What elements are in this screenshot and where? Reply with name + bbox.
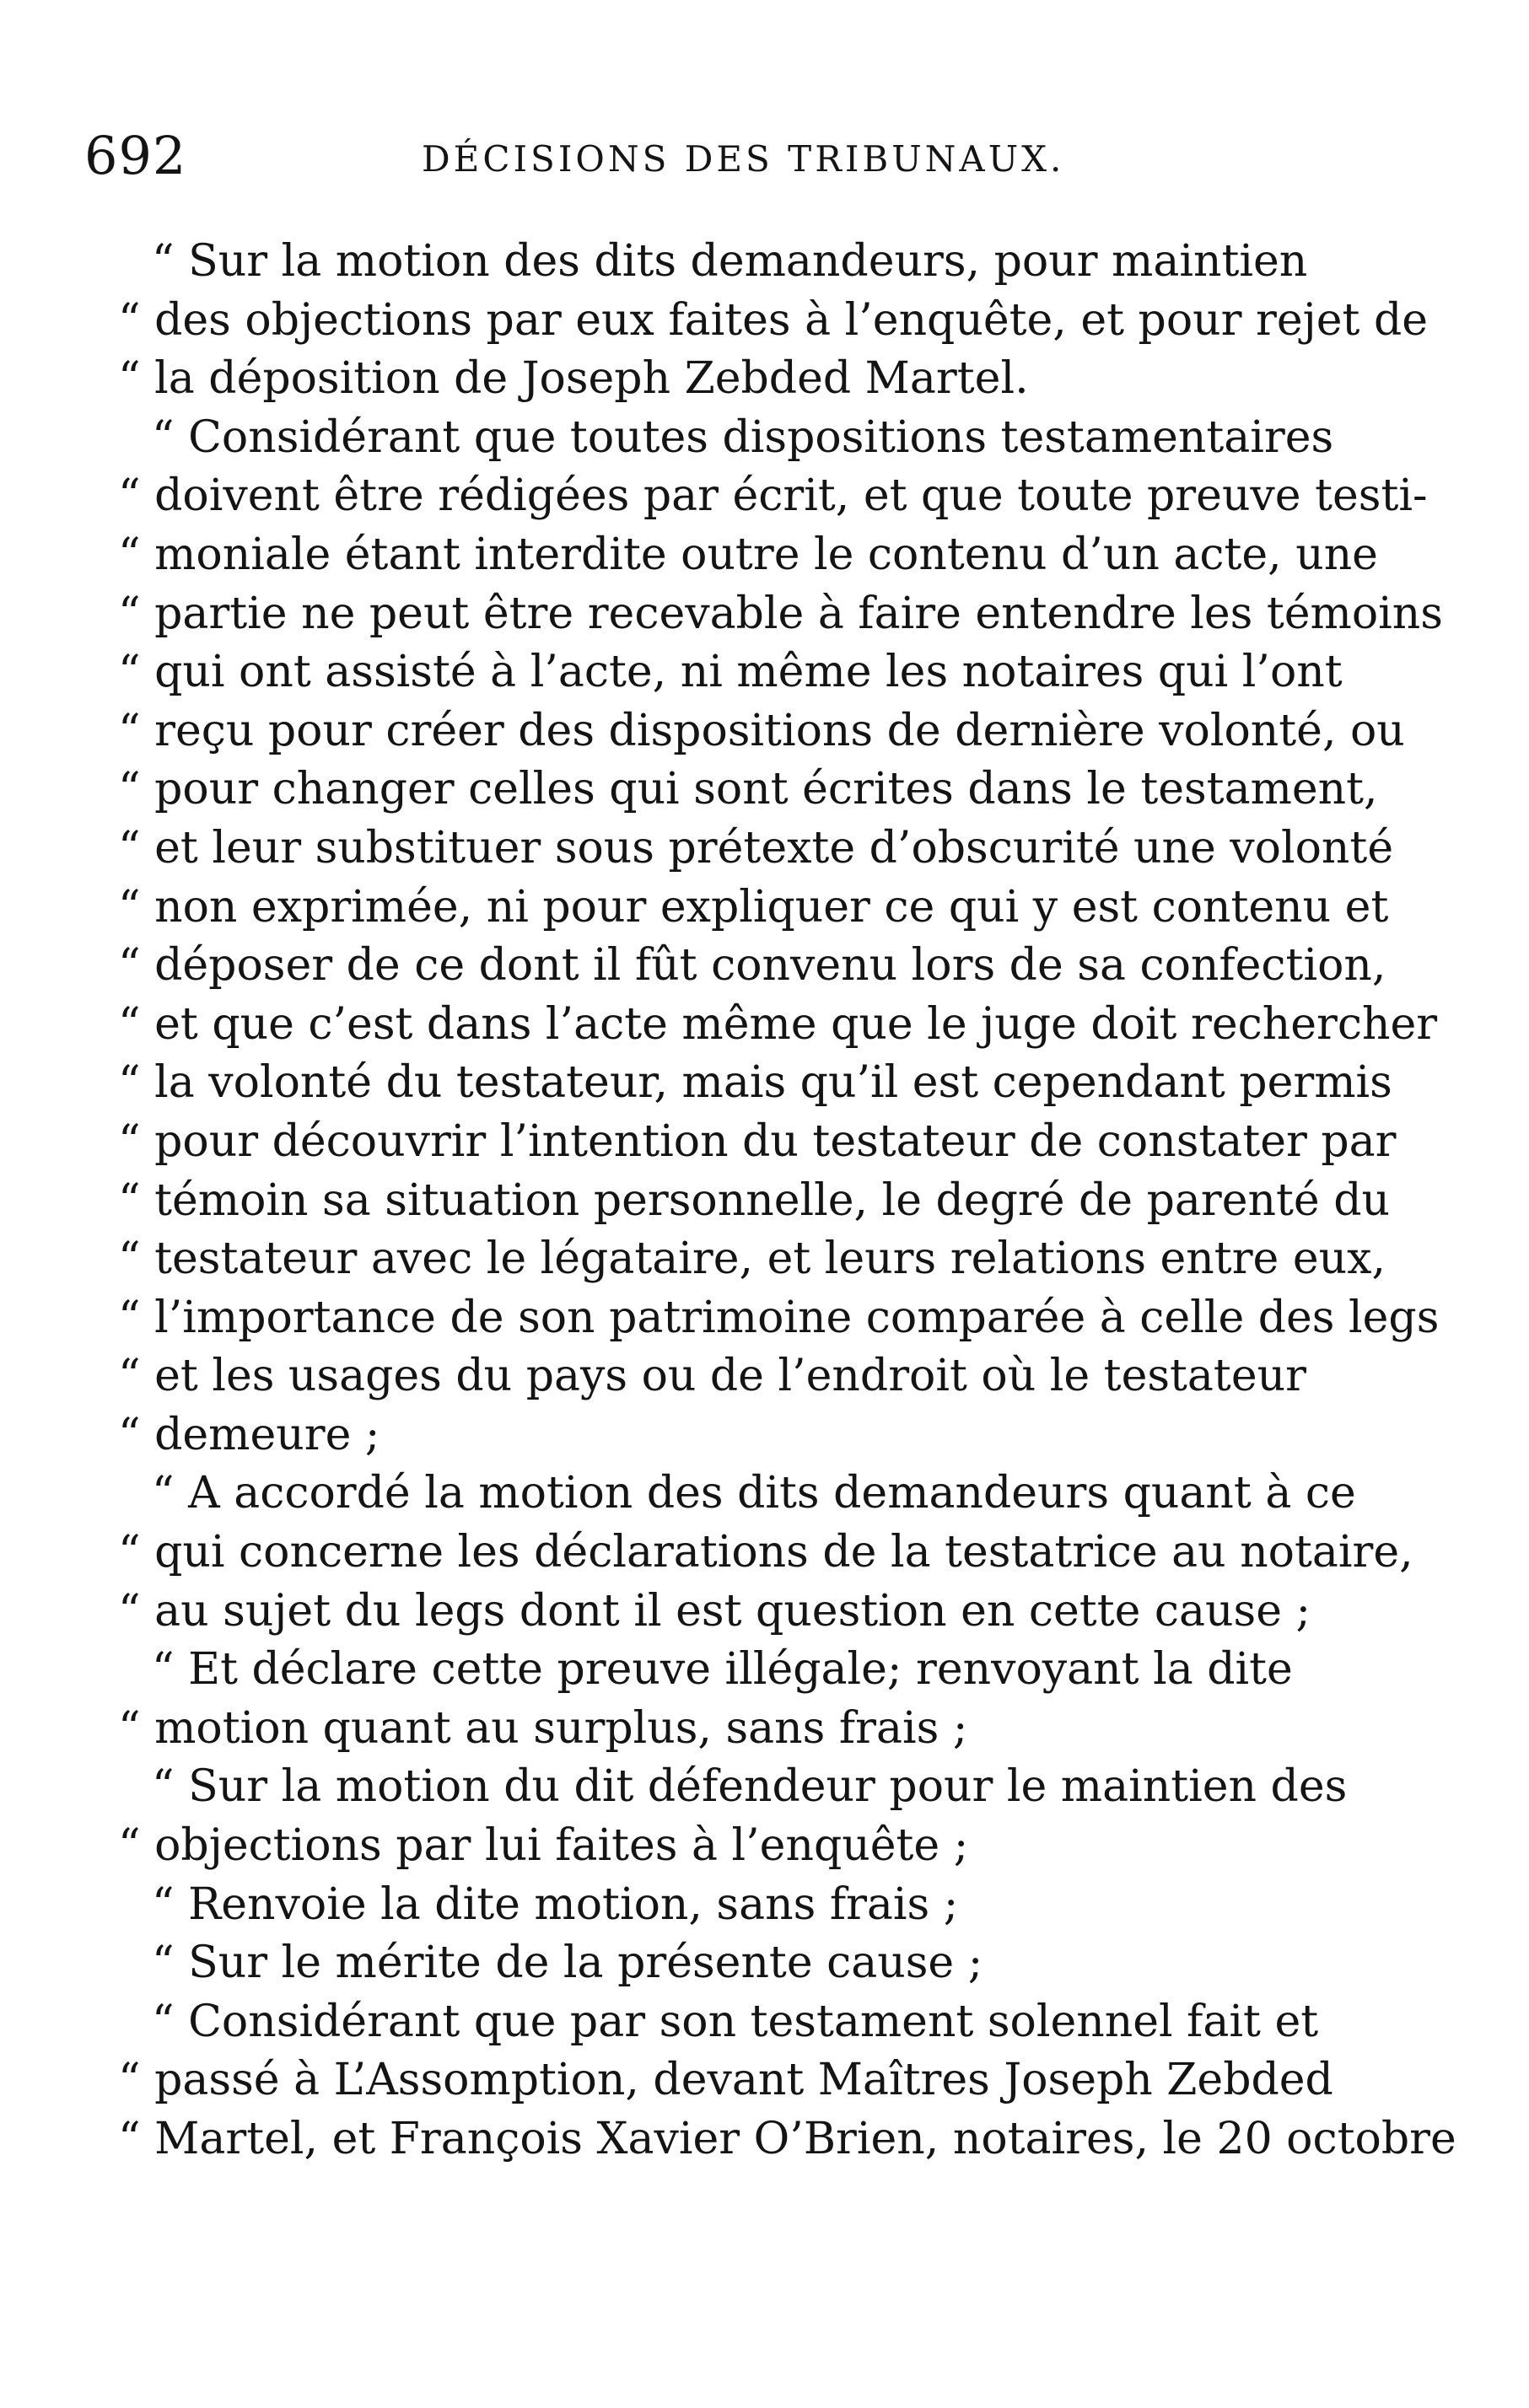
text-line: “ partie ne peut être recevable à faire entendre les témoins [118,588,1443,639]
text-line: “ qui concerne les déclarations de la testatrice au notaire, [118,1527,1413,1578]
text-line: “ des objections par eux faites à l’enquête, et pour rejet de [118,294,1429,346]
text-line: “ passé à L’Assomption, devant Maîtres Joseph Zebded [118,2055,1333,2106]
text-line: “ A accordé la motion des dits demandeurs quant à ce [152,1468,1356,1519]
text-line: “ qui ont assisté à l’acte, ni même les notaires qui l’ont [118,647,1343,698]
text-line: “ non exprimée, ni pour expliquer ce qui y est contenu et [118,881,1389,933]
text-line: “ la déposition de Joseph Zebded Martel. [118,353,1029,405]
text-line: “ et leur substituer sous prétexte d’obscurité une volonté [118,822,1394,873]
text-line: “ Renvoie la dite motion, sans frais ; [152,1879,959,1930]
text-line: “ doivent être rédigées par écrit, et que toute preuve testi- [118,470,1428,522]
text-line: “ demeure ; [118,1409,380,1460]
text-line: “ et que c’est dans l’acte même que le juge doit rechercher [118,998,1438,1050]
text-line: “ Sur la motion du dit défendeur pour le maintien des [152,1761,1348,1813]
text-line: “ au sujet du legs dont il est question en cette cause ; [118,1585,1311,1637]
text-line: “ l’importance de son patrimoine comparée à celle des legs [118,1292,1440,1343]
text-line: “ Considérant que par son testament solennel fait et [152,1996,1319,2047]
text-line: “ Martel, et François Xavier O’Brien, notaires, le 20 octobre [118,2114,1456,2164]
text-line: “ reçu pour créer des dispositions de dernière volonté, ou [118,705,1405,756]
text-line: “ motion quant au surplus, sans frais ; [118,1702,968,1754]
body-text [118,233,1456,2169]
text-line: “ Sur la motion des dits demandeurs, pour maintien [152,236,1308,287]
text-line: “ testateur avec le légataire, et leurs relations entre eux, [118,1234,1386,1285]
text-line: “ témoin sa situation personnelle, le degré de parenté du [118,1174,1390,1226]
text-line: “ Et déclare cette preuve illégale; renvoyant la dite [152,1644,1293,1696]
page-number: 692 [84,125,187,186]
text-line: “ Considérant que toutes dispositions testamentaires [152,411,1334,463]
text-line: “ et les usages du pays ou de l’endroit où le testateur [118,1351,1306,1402]
text-line: “ pour changer celles qui sont écrites dans le testament, [118,764,1378,815]
text-line: “ objections par lui faites à l’enquête ; [118,1820,969,1872]
text-line: “ moniale étant interdite outre le contenu d’un acte, une [118,529,1378,580]
text-line: “ déposer de ce dont il fût convenu lors de sa confection, [118,940,1386,992]
text-line: “ la volonté du testateur, mais qu’il est cependant permis [118,1057,1392,1109]
running-title: DÉCISIONS DES TRIBUNAUX. [422,138,1065,180]
page-header [0,125,1529,201]
text-line: “ pour découvrir l’intention du testateur de constater par [118,1115,1397,1167]
text-line: “ Sur le mérite de la présente cause ; [152,1938,983,1989]
